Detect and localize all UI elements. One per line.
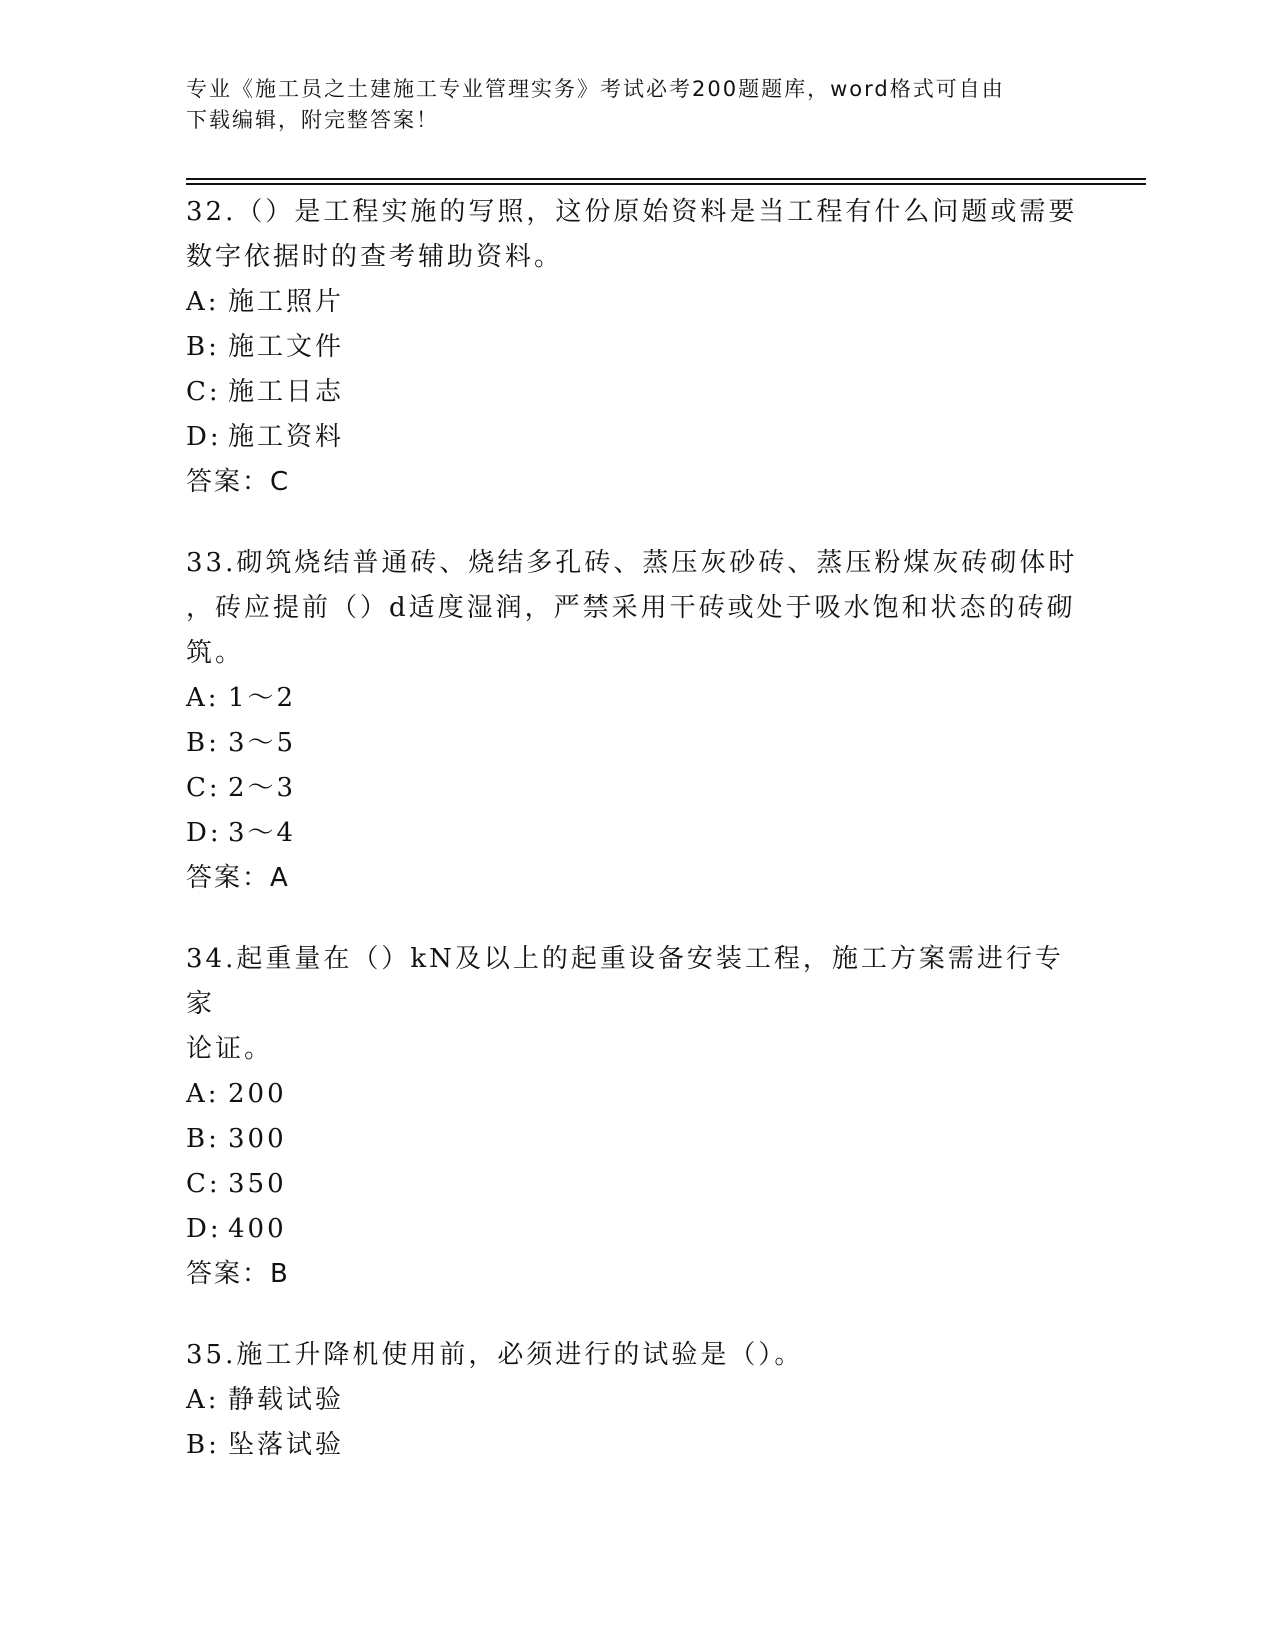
answer-option bbox=[186, 325, 1086, 370]
option-text: 施工资料 bbox=[228, 422, 345, 452]
option-text: 施工日志 bbox=[228, 377, 345, 407]
answer-option bbox=[186, 280, 1086, 325]
question-stem-line: 33.砌筑烧结普通砖、烧结多孔砖、蒸压灰砂砖、蒸压粉煤灰砖砌体时 bbox=[186, 548, 1078, 578]
question-stem-line: 32.（）是工程实施的写照，这份原始资料是当工程有什么问题或需要 bbox=[186, 197, 1078, 227]
option-text: 3～4 bbox=[228, 818, 297, 848]
option-letter: D: bbox=[186, 818, 222, 848]
option-text: 施工照片 bbox=[228, 287, 345, 317]
answer-option bbox=[186, 721, 1086, 766]
question-stem-line: 数字依据时的查考辅助资料。 bbox=[186, 242, 564, 272]
question-block bbox=[186, 190, 1086, 505]
option-letter: C: bbox=[186, 1169, 221, 1199]
answer-option bbox=[186, 370, 1086, 415]
option-text: 3～5 bbox=[228, 728, 297, 758]
header-line-1: 专业《施工员之土建施工专业管理实务》考试必考200题题库，word格式可自由 bbox=[186, 77, 1005, 101]
answer-option bbox=[186, 1423, 1086, 1468]
question-stem-line: 34.起重量在（）kN及以上的起重设备安装工程，施工方案需进行专家 bbox=[186, 944, 1064, 1019]
option-text: 350 bbox=[228, 1169, 287, 1199]
option-letter: A: bbox=[186, 683, 220, 713]
option-letter: A: bbox=[186, 287, 220, 317]
question-block bbox=[186, 1333, 1086, 1468]
option-letter: B: bbox=[186, 332, 220, 362]
option-text: 2～3 bbox=[228, 773, 297, 803]
option-text: 1～2 bbox=[228, 683, 297, 713]
option-letter: A: bbox=[186, 1385, 220, 1415]
header-divider-top bbox=[186, 178, 1146, 180]
option-letter: B: bbox=[186, 1430, 220, 1460]
header-divider-bottom bbox=[186, 183, 1146, 185]
question-list bbox=[186, 190, 1086, 1504]
option-text: 200 bbox=[228, 1079, 287, 1109]
option-letter: C: bbox=[186, 773, 221, 803]
answer-option bbox=[186, 1207, 1086, 1252]
option-text: 300 bbox=[228, 1124, 287, 1154]
option-letter: B: bbox=[186, 1124, 220, 1154]
option-letter: D: bbox=[186, 422, 222, 452]
option-letter: C: bbox=[186, 377, 221, 407]
answer-key: 答案：C bbox=[186, 467, 291, 497]
question-block bbox=[186, 541, 1086, 901]
question-stem-line: 筑。 bbox=[186, 638, 245, 668]
option-text: 施工文件 bbox=[228, 332, 345, 362]
answer-option bbox=[186, 415, 1086, 460]
option-letter: D: bbox=[186, 1214, 222, 1244]
option-text: 400 bbox=[228, 1214, 287, 1244]
answer-option bbox=[186, 811, 1086, 856]
answer-option bbox=[186, 1117, 1086, 1162]
answer-option bbox=[186, 766, 1086, 811]
question-stem-line: 35.施工升降机使用前，必须进行的试验是（）。 bbox=[186, 1340, 804, 1370]
option-text: 静载试验 bbox=[228, 1385, 345, 1415]
answer-option bbox=[186, 1162, 1086, 1207]
answer-option bbox=[186, 1378, 1086, 1423]
question-stem-line: 论证。 bbox=[186, 1034, 274, 1064]
answer-key: 答案：A bbox=[186, 863, 290, 893]
option-text: 坠落试验 bbox=[228, 1430, 345, 1460]
answer-key: 答案：B bbox=[186, 1259, 290, 1289]
option-letter: A: bbox=[186, 1079, 220, 1109]
answer-option bbox=[186, 1072, 1086, 1117]
header-line-2: 下载编辑，附完整答案！ bbox=[186, 108, 439, 132]
question-stem-line: ，砖应提前（）d适度湿润，严禁采用干砖或处于吸水饱和状态的砖砌 bbox=[186, 593, 1076, 623]
question-block bbox=[186, 937, 1086, 1297]
option-letter: B: bbox=[186, 728, 220, 758]
answer-option bbox=[186, 676, 1086, 721]
document-header bbox=[186, 74, 1066, 136]
